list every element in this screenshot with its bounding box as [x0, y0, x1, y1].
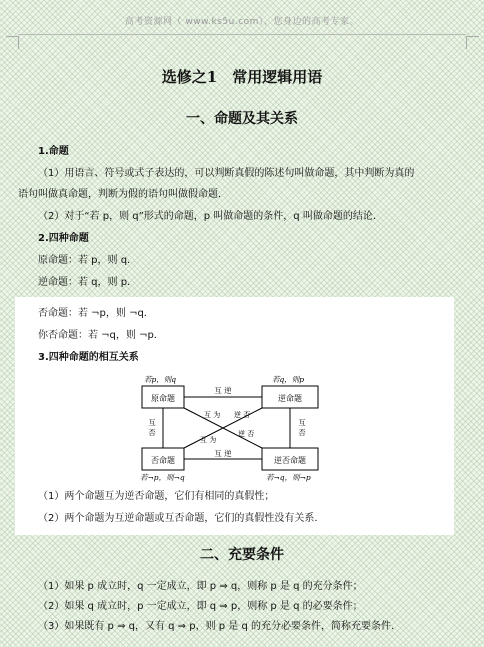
edge-top-label: 互 逆	[214, 386, 232, 395]
section1-heading: 一、命题及其关系	[186, 111, 298, 127]
edge-left-label: 互 否	[147, 418, 157, 436]
section2-heading: 二、充要条件	[200, 547, 284, 563]
contrapositive-proposition: 你否命题：若 ¬q，则 ¬p．	[38, 330, 164, 341]
label-original: 若p，则q	[144, 375, 177, 384]
four-propositions-diagram	[130, 372, 340, 484]
box-inverse-text: 否命题	[151, 456, 175, 465]
inverse-proposition: 否命题：若 ¬p，则 ¬q．	[38, 308, 154, 319]
box-original-text: 原命题	[151, 394, 175, 403]
corner-mark-left	[6, 36, 19, 49]
converse-proposition: 逆命题：若 q，则 p．	[38, 277, 138, 288]
item2-label: 2.四种命题	[38, 233, 89, 244]
sufficient-condition: （1）如果 p 成立时，q 一定成立，即 p ⇒ q，则称 p 是 q 的充分条件；	[38, 581, 363, 592]
page-title: 选修之1 常用逻辑用语	[161, 68, 323, 86]
diag-label-3: 互 为	[200, 436, 217, 444]
page-header: 高考资源网（ www.ks5u.com），您身边的高考专家。	[125, 17, 359, 27]
diag-label-2: 逆 否	[234, 411, 251, 419]
item1-label: 1.命题	[38, 146, 69, 157]
diag-label-4: 逆 否	[238, 430, 255, 438]
label-contrapositive: 若¬q，则¬p	[266, 473, 311, 482]
label-converse: 若q，则p	[272, 375, 305, 384]
original-proposition: 原命题：若 p，则 q．	[38, 255, 138, 266]
box-converse-text: 逆命题	[278, 394, 302, 403]
header-divider	[18, 34, 466, 35]
corner-mark-right	[466, 36, 479, 49]
item1-line1: （1）用语言、符号或式子表达的，可以判断真假的陈述句叫做命题，其中判断为真的	[38, 168, 415, 179]
box-contra-text: 逆否命题	[274, 456, 306, 465]
edge-right-label: 互 否	[297, 418, 307, 436]
diag-label-1: 互 为	[204, 411, 221, 419]
label-inverse: 若¬p，则¬q	[140, 473, 185, 482]
note-1: （1）两个命题互为逆否命题，它们有相同的真假性；	[38, 491, 275, 502]
item1-line2: 语句叫做真命题，判断为假的语句叫做假命题．	[18, 189, 228, 200]
edge-bottom-label: 互 逆	[214, 449, 232, 458]
necessary-sufficient-condition: （3）如果既有 p ⇒ q，又有 q ⇒ p，则 p 是 q 的充分必要条件，简称充要条件．	[38, 621, 401, 632]
item3-label: 3.四种命题的相互关系	[38, 352, 139, 363]
necessary-condition: （2）如果 q 成立时，p 一定成立，即 q ⇒ p，则称 p 是 q 的必要条件；	[38, 601, 363, 612]
note-2: （2）两个命题为互逆命题或互否命题，它们的真假性没有关系．	[38, 513, 325, 524]
item1-line3: （2）对于“若 p，则 q”形式的命题，p 叫做命题的条件，q 叫做命题的结论．	[38, 211, 383, 222]
